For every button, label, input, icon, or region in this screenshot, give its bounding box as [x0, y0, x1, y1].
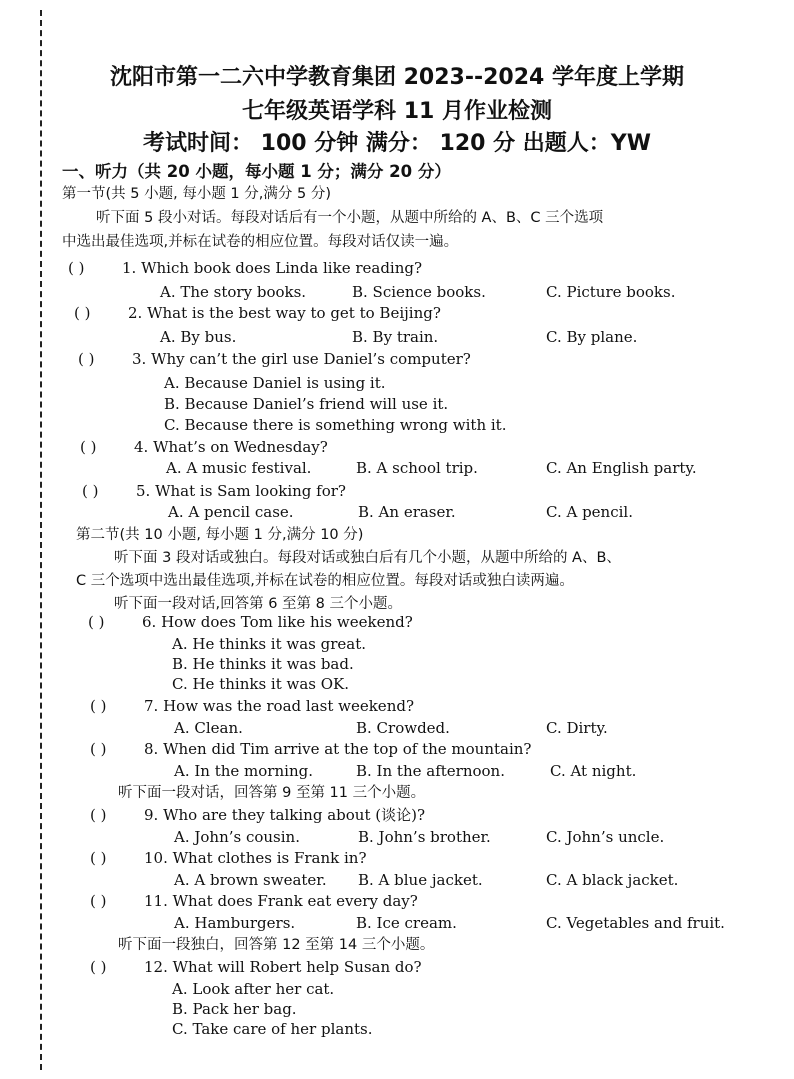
question-1-option-c: C. Picture books. [546, 283, 676, 301]
question-10-option-c: C. A black jacket. [546, 871, 679, 889]
answer-blank[interactable]: ( ) [90, 849, 107, 867]
question-11-option-b: B. Ice cream. [356, 914, 457, 932]
question-2-text: 2. What is the best way to get to Beijing? [128, 304, 441, 322]
question-8-text: 8. When did Tim arrive at the top of the mountain? [144, 740, 532, 758]
answer-blank[interactable]: ( ) [90, 740, 107, 758]
question-3-option-a: A. Because Daniel is using it. [164, 374, 386, 392]
question-7-option-b: B. Crowded. [356, 719, 450, 737]
question-12-option-a: A. Look after her cat. [172, 980, 335, 998]
part2-group3-intro: 听下面一段独白，回答第 12 至第 14 三个小题。 [118, 937, 435, 953]
part1-instruction-line1: 听下面 5 段小对话。每段对话后有一个小题，从题中所给的 A、B、C 三个选项 [96, 210, 604, 226]
question-5 [82, 481, 346, 501]
question-1 [68, 258, 422, 278]
part2-group1-intro: 听下面一段对话,回答第 6 至第 8 三个小题。 [114, 596, 402, 612]
question-7-text: 7. How was the road last weekend? [144, 697, 414, 715]
question-3-option-b: B. Because Daniel’s friend will use it. [164, 395, 449, 413]
answer-blank[interactable]: ( ) [90, 892, 107, 910]
question-2-option-a: A. By bus. [160, 328, 237, 346]
question-3-text: 3. Why can’t the girl use Daniel’s computer? [132, 350, 471, 368]
part1-instruction-line2: 中选出最佳选项,并标在试卷的相应位置。每段对话仅读一遍。 [62, 234, 459, 250]
part1-title: 第一节(共 5 小题, 每小题 1 分,满分 5 分) [62, 186, 331, 202]
question-9-option-b: B. John’s brother. [358, 828, 491, 846]
question-4 [80, 437, 328, 457]
question-12-option-c: C. Take care of her plants. [172, 1020, 373, 1038]
question-5-option-c: C. A pencil. [546, 503, 633, 521]
question-10-option-b: B. A blue jacket. [358, 871, 483, 889]
question-12-option-b: B. Pack her bag. [172, 1000, 297, 1018]
question-5-option-b: B. An eraser. [358, 503, 456, 521]
question-3-option-c: C. Because there is something wrong with it. [164, 416, 507, 434]
question-11-option-a: A. Hamburgers. [174, 914, 296, 932]
question-6-option-b: B. He thinks it was bad. [172, 655, 354, 673]
question-8 [90, 739, 531, 759]
answer-blank[interactable]: ( ) [68, 259, 85, 277]
question-1-option-a: A. The story books. [160, 283, 307, 301]
question-10 [90, 848, 367, 868]
exam-title-line1: 沈阳市第一二六中学教育集团 2023--2024 学年度上学期 [109, 65, 685, 90]
question-5-option-a: A. A pencil case. [168, 503, 294, 521]
answer-blank[interactable]: ( ) [88, 613, 105, 631]
question-2-option-b: B. By train. [352, 328, 439, 346]
question-8-option-a: A. In the morning. [174, 762, 313, 780]
question-6-option-c: C. He thinks it was OK. [172, 675, 350, 693]
answer-blank[interactable]: ( ) [90, 806, 107, 824]
question-1-option-b: B. Science books. [352, 283, 486, 301]
question-7-option-a: A. Clean. [174, 719, 243, 737]
exam-info: 考试时间： 100 分钟 满分： 120 分 出题人：YW [143, 131, 651, 156]
part2-title: 第二节(共 10 小题, 每小题 1 分,满分 10 分) [76, 527, 364, 543]
question-11-text: 11. What does Frank eat every day? [144, 892, 418, 910]
part2-instruction-line2: C 三个选项中选出最佳选项,并标在试卷的相应位置。每段对话或独白读两遍。 [76, 573, 574, 589]
question-9-option-c: C. John’s uncle. [546, 828, 665, 846]
question-9 [90, 805, 425, 825]
question-2 [74, 303, 441, 323]
question-1-text: 1. Which book does Linda like reading? [122, 259, 423, 277]
part2-group2-intro: 听下面一段对话，回答第 9 至第 11 三个小题。 [118, 785, 426, 801]
question-10-option-a: A. A brown sweater. [174, 871, 327, 889]
question-4-option-b: B. A school trip. [356, 459, 478, 477]
answer-blank[interactable]: ( ) [82, 482, 99, 500]
question-4-text: 4. What’s on Wednesday? [134, 438, 328, 456]
question-7 [90, 696, 414, 716]
question-4-option-c: C. An English party. [546, 459, 697, 477]
question-11-option-c: C. Vegetables and fruit. [546, 914, 725, 932]
question-6 [88, 612, 413, 632]
answer-blank[interactable]: ( ) [80, 438, 97, 456]
answer-blank[interactable]: ( ) [90, 697, 107, 715]
exam-title-line2: 七年级英语学科 11 月作业检测 [242, 99, 552, 124]
question-12-text: 12. What will Robert help Susan do? [144, 958, 422, 976]
answer-blank[interactable]: ( ) [74, 304, 91, 322]
question-8-option-c: C. At night. [550, 762, 637, 780]
question-8-option-b: B. In the afternoon. [356, 762, 505, 780]
question-9-text: 9. Who are they talking about (谈论)? [144, 806, 425, 824]
part2-instruction-line1: 听下面 3 段对话或独白。每段对话或独白后有几个小题，从题中所给的 A、B、 [114, 550, 621, 566]
question-6-option-a: A. He thinks it was great. [172, 635, 367, 653]
binding-dashed-line [40, 10, 42, 1070]
answer-blank[interactable]: ( ) [78, 350, 95, 368]
question-2-option-c: C. By plane. [546, 328, 638, 346]
question-10-text: 10. What clothes is Frank in? [144, 849, 367, 867]
question-7-option-c: C. Dirty. [546, 719, 608, 737]
question-5-text: 5. What is Sam looking for? [136, 482, 346, 500]
question-9-option-a: A. John’s cousin. [174, 828, 300, 846]
section-listening-title: 一、听力（共 20 小题，每小题 1 分；满分 20 分） [62, 162, 451, 181]
question-6-text: 6. How does Tom like his weekend? [142, 613, 413, 631]
question-3 [78, 349, 471, 369]
question-4-option-a: A. A music festival. [166, 459, 312, 477]
answer-blank[interactable]: ( ) [90, 958, 107, 976]
question-12 [90, 957, 422, 977]
question-11 [90, 891, 418, 911]
